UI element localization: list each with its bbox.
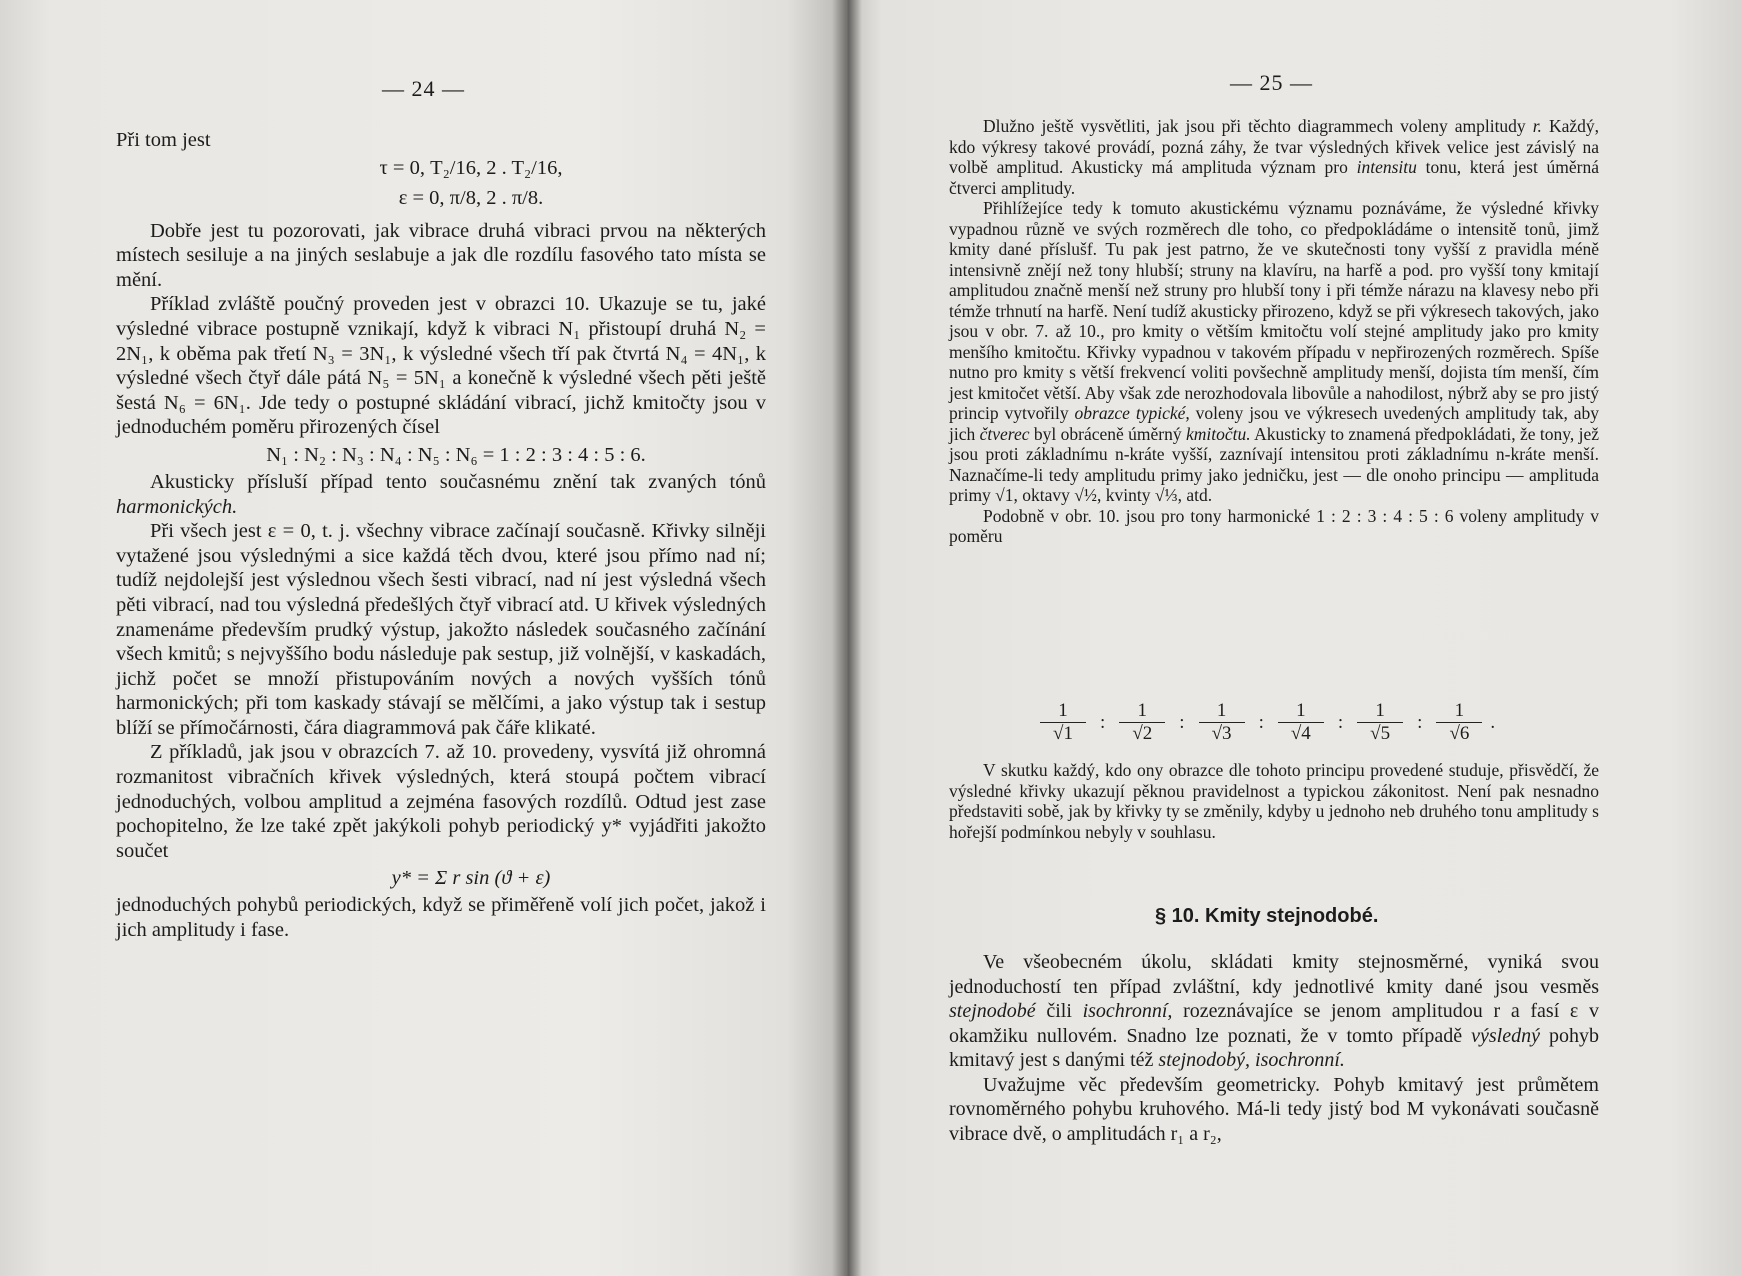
paragraph-3 (116, 470, 766, 519)
italic-stejnodoby: stejnodobý, isochronní. (1158, 1049, 1345, 1071)
amplitude-fractions (1040, 700, 1580, 745)
intro-line: Při tom jest (116, 129, 211, 151)
paragraph-3-text: Akusticky přísluší případ tento současnému znění tak zvaných tónů (150, 470, 766, 493)
italic-vysledny: výsledný (1471, 1024, 1540, 1047)
fraction-den: √6 (1449, 723, 1470, 744)
fraction-den: √5 (1370, 723, 1391, 744)
fraction-num: 1 (1058, 700, 1068, 721)
colon: : (1417, 711, 1423, 733)
paragraph-3-italic: harmonických. (116, 495, 238, 518)
page-number-right: — 25 — (1230, 70, 1313, 95)
fraction-num: 1 (1296, 700, 1306, 721)
fraction-1 (1040, 700, 1086, 745)
italic-stejnodobe: stejnodobé (949, 1000, 1036, 1022)
formula-tau: τ = 0, T₂/16, 2 . T₂/16, (379, 156, 563, 179)
book-gutter (832, 0, 862, 1276)
colon: : (1258, 711, 1264, 733)
text-span: Přihlížejíce tedy k tomuto akustickému významu poznáváme, že výsledné křivky vypadnou různě ve svých rozměrech dle toho, co předpokládáme o intensitě tonů, jimž kmity dané příslušf. Tu pak jest patrno, že ve skutečnosti tony vyšší z pravidla méně intensivně znějí než tony hlubší; struny na klavíru, na harfě a pod. pro vyšší tony kmitají amplitudou značně menší než struny pro hlubší tony i při témže nárazu na klavesy nebo při témže trhnutí na harfě. Není tudíž akusticky přirozeno, když se při výkresech takových, jako jsou v obr. 7. až 10., pro kmity o větším kmitočtu volí stejné amplitudy jako pro kmity menšího kmitočtu. Křivky vypadnou v takovém případu v nepřirozených rozměrech. Spíše nutno pro kmity s větší frekvencí voliti povšechně amplitudy menší, dojista tím menší, čím jest kmitočet větší. Aby však zde nerozhodovala libovůle a nahodilost, nýbrž aby se pro jistý princip vytvořily (949, 198, 1599, 423)
paragraph-1: Dobře jest tu pozorovati, jak vibrace druhá vibraci prvou na některých místech sesiluje a na jiných seslabuje a jak dle rozdílu fasového tato místa se mění. (116, 219, 766, 291)
left-page (0, 0, 846, 1276)
italic-kmitoctu: kmitočtu. (1186, 423, 1251, 444)
formula-epsilon: ε = 0, π/8, 2 . π/8. (398, 186, 544, 209)
italic-isochronni: isochronní, (1082, 1000, 1173, 1022)
text-span: byl obráceně úměrný (1029, 423, 1187, 444)
text-span: pohyb kmitavý jest s danými též (949, 1024, 1599, 1071)
text-span: Každý, kdo výkresy takové provádí, pozná záhy, že tvar výsledných křivek velice jest závislý na volbě amplitud. Akusticky má amplituda význam pro (949, 116, 1599, 177)
fraction-num: 1 (1375, 700, 1385, 721)
formula-sum: y* = Σ r sin (ϑ + ε) (391, 867, 551, 890)
fraction-end: . (1490, 711, 1496, 733)
fraction-den: √4 (1290, 723, 1311, 744)
text-span: voleny jsou ve výkresech uvedených amplitudy tak, aby jich (949, 403, 1599, 444)
text-span: tonu, která jest úměrná čtverci amplitudy. (949, 157, 1599, 198)
text-span: Akusticky to znamená předpokládati, že tony, jež jsou proti základnímu n-kráte vyšší, zaznívají intensitou proti základnímu n-kráte menší. Naznačíme-li tedy amplitudu primy jako jedničku, jest — dle onoho principu — amplituda primy √1, oktavy √½, kvinty √⅓, atd. (949, 423, 1600, 505)
fraction-3 (1199, 700, 1245, 745)
italic-intensitu: intensitu (1356, 157, 1417, 177)
fraction-6 (1436, 700, 1482, 745)
right-page-body-lower (949, 950, 1599, 1146)
paragraph-r2 (949, 198, 1599, 506)
italic-r: r. (1532, 116, 1542, 136)
paragraph-4: Při všech jest ε = 0, t. j. všechny vibrace začínají současně. Křivky silněji vytažené jsou výslednými a sice každá těch dvou, které jsou přímo nad ní; tudíž nejdolejší jest výslednou všech šesti vibrací, nad ní jest výsledná všech pěti vibrací, nad tou výsledná předešlých čtyř vibrací atd. U křivek výsledných znamenáme především prudký výstup, jakožto následek současného začínání všech kmitů; s nejvyššího bodu následuje pak sestup, již volnější, v kaskadách, jichž počet se množí přistupováním nových a nových vyšších tónů harmonických; při tom kaskady stávají se mělčími, a jako výstup tak i sestup blíží se přímočárnosti, čára diagrammová pak čáře klikaté. (116, 520, 766, 739)
paragraph-r1 (949, 116, 1599, 198)
colon: : (1179, 711, 1185, 733)
colon: : (1100, 711, 1106, 733)
paragraph-r5 (949, 950, 1599, 1073)
formula-ratio: N₁ : N₂ : N₃ : N₄ : N₅ : N₆ = 1 : 2 : 3 : 4 : 5 : 6. (266, 443, 646, 466)
text-span: Ve všeobecném úkolu, skládati kmity stejnosměrné, vyniká svou jednoduchostí ten případ zvláštní, kdy jednotlivé kmity dané jsou vesměs (949, 951, 1599, 998)
paragraph-r3: Podobně v obr. 10. jsou pro tony harmonické 1 : 2 : 3 : 4 : 5 : 6 voleny amplitudy v poměru (949, 505, 1599, 546)
text-span: Dlužno ještě vysvětliti, jak jsou při těchto diagrammech voleny amplitudy (983, 116, 1533, 136)
fraction-2 (1119, 700, 1165, 745)
section-heading: § 10. Kmity stejnodobé. (1155, 905, 1379, 927)
paragraph-r4: V skutku každý, kdo ony obrazce dle tohoto principu provedené studuje, přisvědčí, že výsledné křivky ukazují pěknou pravidelnost a typickou zákonitost. Není pak nesnadno představiti sobě, jak by křivky ty se změnily, kdyby u jednoho neb druhého tonu amplitudy s hořejší podmínkou nebyly v souhlasu. (949, 760, 1599, 842)
fraction-num: 1 (1137, 700, 1148, 721)
fraction-5 (1357, 700, 1403, 745)
fraction-den: √2 (1132, 723, 1153, 744)
right-page-body-upper (949, 116, 1599, 547)
paragraph-r6: Uvažujme věc především geometricky. Pohyb kmitavý jest průmětem rovnoměrného pohybu kruhového. Má-li tedy jistý bod M vykonávati současně vibrace dvě, o amplitudách r₁ a r₂, (949, 1073, 1599, 1145)
fraction-den: √3 (1211, 723, 1232, 744)
fraction-4 (1278, 700, 1324, 745)
fraction-num: 1 (1454, 700, 1465, 721)
page-number-left: — 24 — (382, 76, 465, 101)
text-span: čili (1035, 1000, 1083, 1022)
fraction-num: 1 (1216, 700, 1227, 721)
left-page-body (116, 128, 766, 943)
paragraph-5: Z příkladů, jak jsou v obrazcích 7. až 10. provedeny, vysvítá již ohromná rozmanitost vibračních křivek výsledných, která stoupá počtem vibrací jednoduchých, volbou amplitud a zejména fasových rozdílů. Odtud jest zase pochopitelno, že lze také zpět jakýkoli pohyb periodický y* vyjádřiti jakožto součet (116, 741, 766, 862)
paragraph-2: Příklad zvláště poučný proveden jest v obrazci 10. Ukazuje se tu, jaké výsledné vibrace postupně vznikají, když k vibraci N₁ přistoupí druhá N₂ = 2N₁, k oběma pak třetí N₃ = 3N₁, k výsledné všech tří pak čtvrtá N₄ = 4N₁, k výsledné všech čtyř dále pátá N₅ = 5N₁ a konečně k výsledné všech pěti ještě šestá N₆ = 6N₁. Jde tedy o postupné skládání vibrací, jichž kmitočty jsou v jednoduchém poměru přirozených čísel (116, 293, 766, 439)
fraction-den: √1 (1053, 723, 1073, 744)
right-page-body-middle (949, 760, 1599, 842)
paragraph-6: jednoduchých pohybů periodických, když se přiměřeně volí jich počet, jakož i jich amplitudy i fase. (116, 894, 766, 942)
colon: : (1337, 711, 1344, 733)
italic-ctverec: čtverec (979, 423, 1030, 444)
italic-obrazce: obrazce typické, (1074, 403, 1190, 423)
text-span: rozeznávajíce se jenom amplitudou r a fasí ε v okamžiku nullovém. Snadno lze poznati, že v tomto případě (949, 1000, 1600, 1047)
